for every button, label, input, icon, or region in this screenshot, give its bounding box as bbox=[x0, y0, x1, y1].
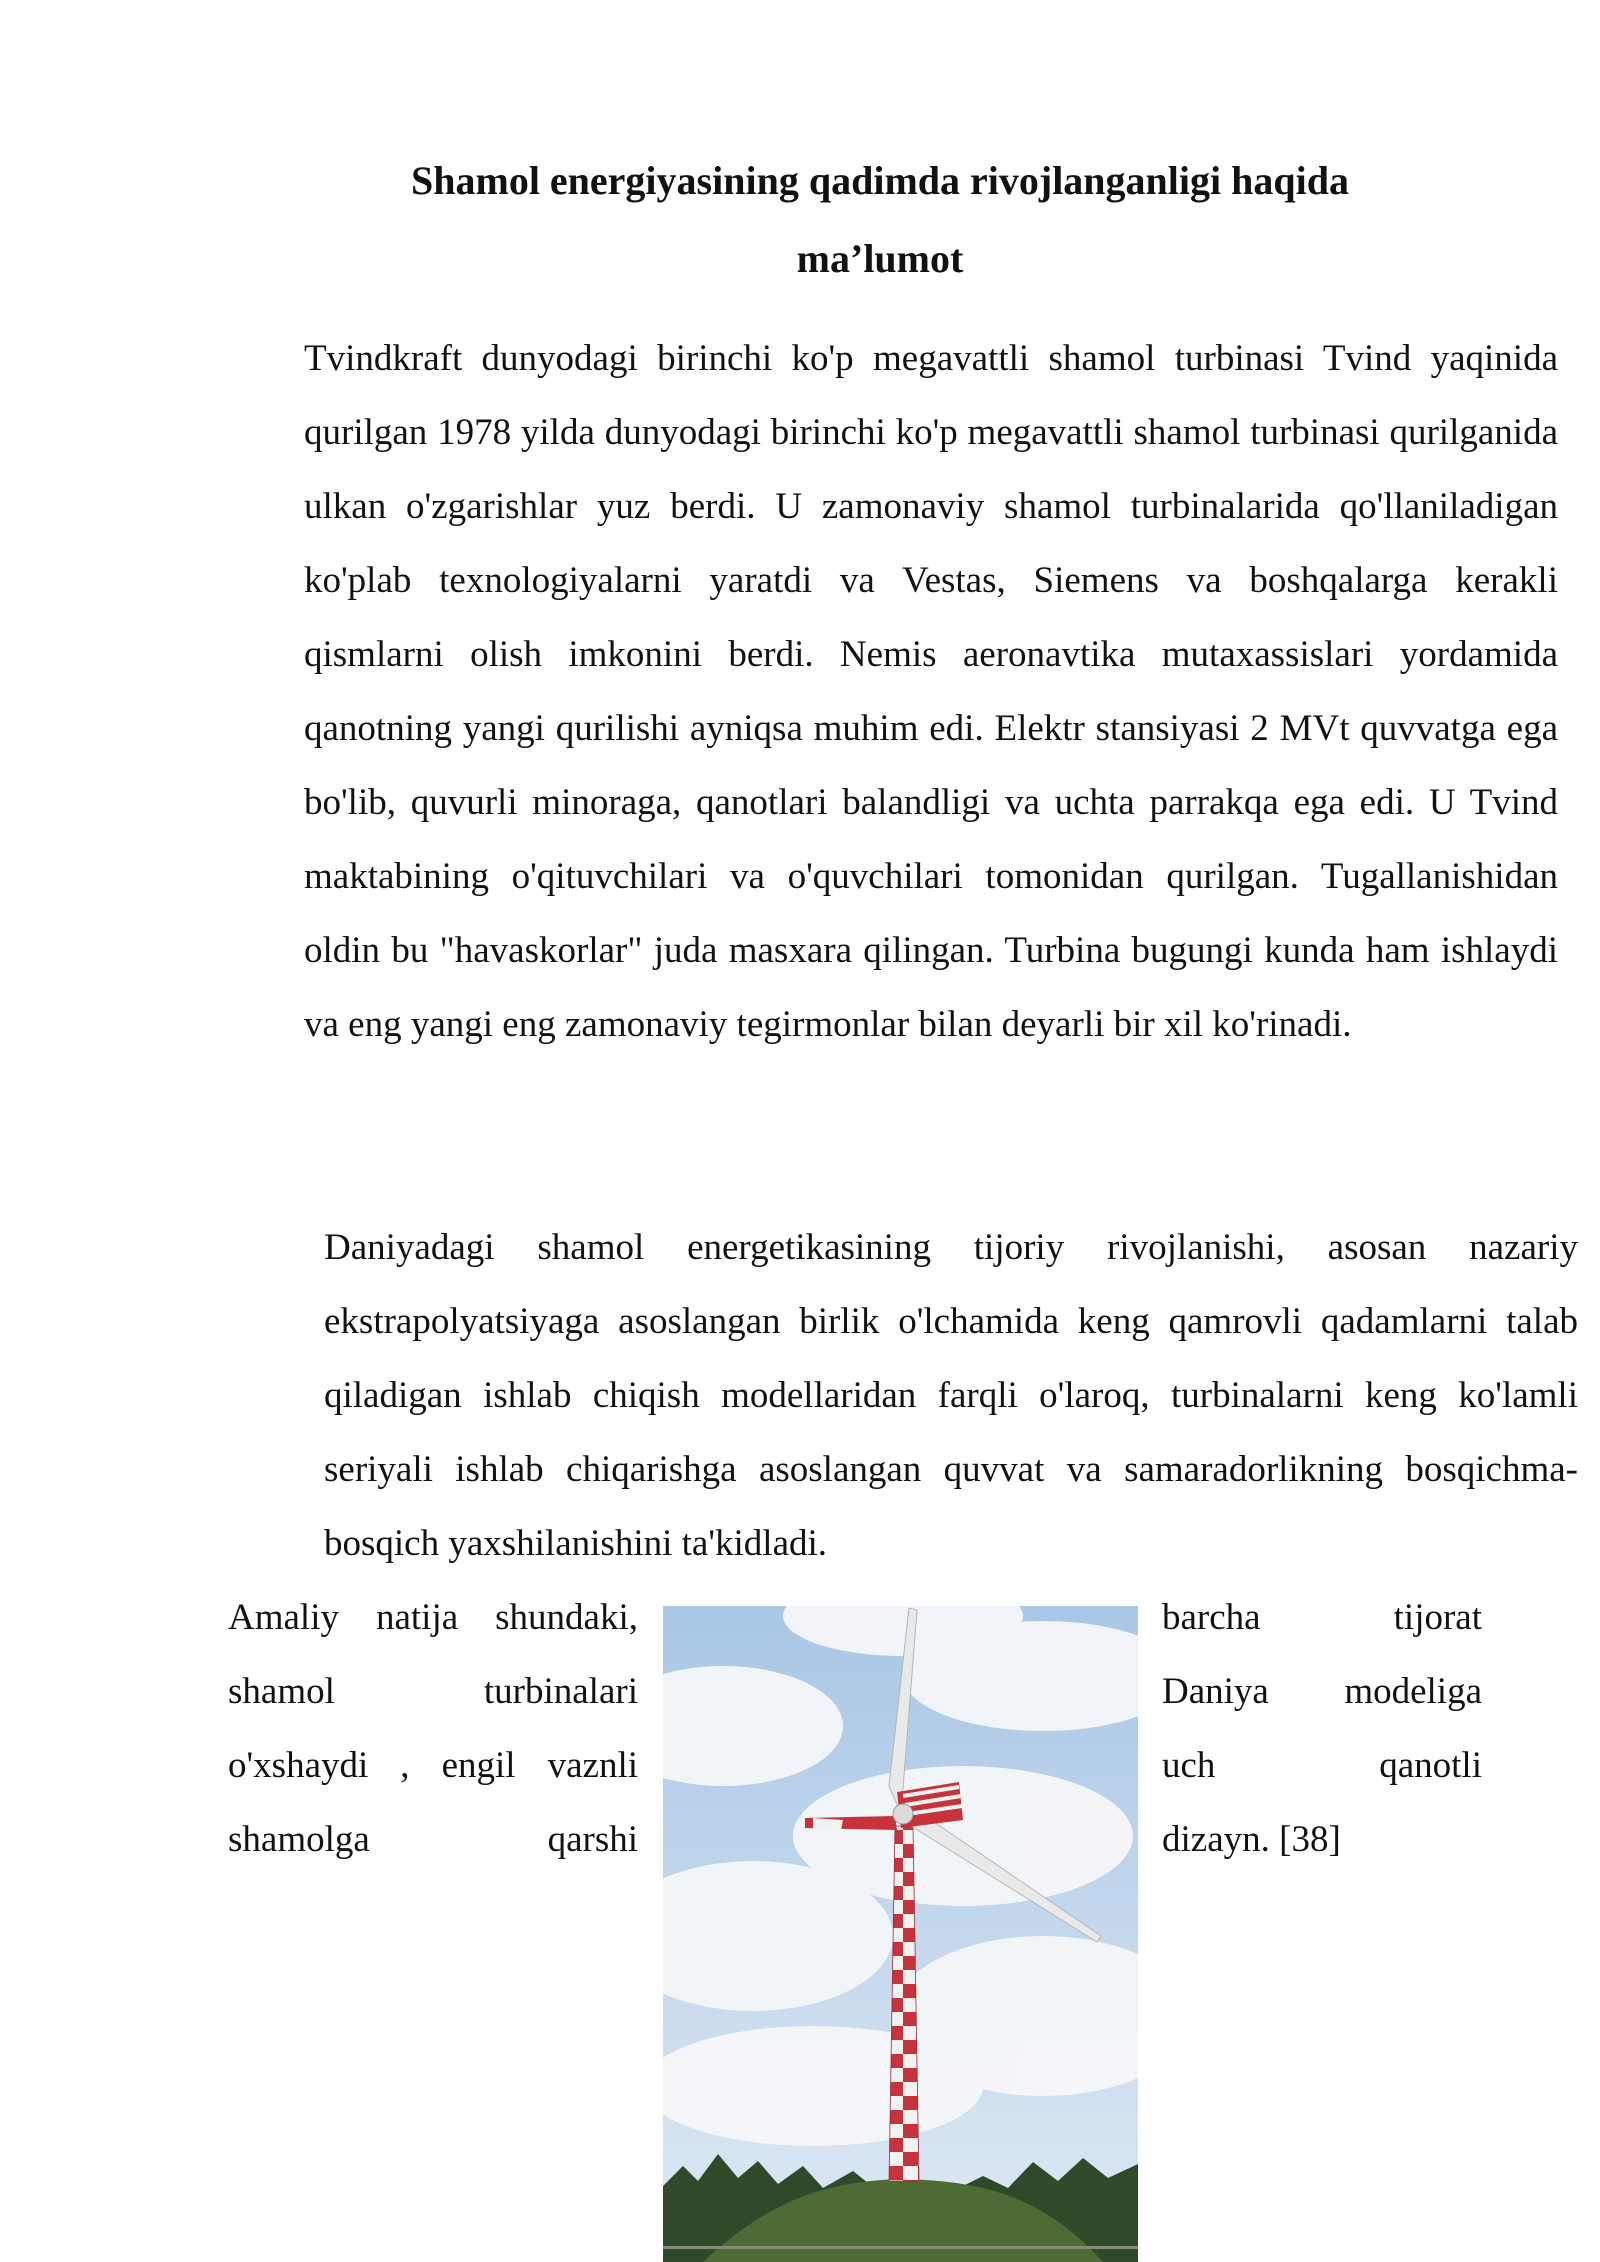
right-column-line: dizayn. [38] bbox=[1162, 1819, 1341, 1860]
title-line-2: ma’lumot bbox=[796, 236, 964, 281]
left-column-line: shamolga qarshi bbox=[228, 1819, 638, 1860]
wind-turbine-illustration bbox=[663, 1606, 1138, 2262]
wind-turbine-photo bbox=[663, 1606, 1138, 2262]
fence bbox=[663, 2246, 1138, 2249]
left-column-line: Amaliy natija shundaki, bbox=[228, 1597, 638, 1638]
right-text-column bbox=[1162, 1581, 1482, 1877]
left-column-line: shamol turbinalari bbox=[228, 1671, 638, 1712]
right-column-line: Daniya modeliga bbox=[1162, 1671, 1482, 1712]
title-line-1: Shamol energiyasining qadimda rivojlanganligi haqida bbox=[411, 158, 1349, 203]
paragraph-2: Daniyadagi shamol energetikasining tijoriy rivojlanishi, asosan nazariy ekstrapolyatsiyaga asoslangan birlik o'lchamida keng qamrovli qadamlarni talab qiladigan ishlab chiqish modellaridan farqli o'laroq, turbinalarni keng ko'lamli seriyali ishlab chiqarishga asoslangan quvvat va samaradorlikning bosqichma-bosqich yaxshilanishini ta'kidladi. bbox=[324, 1227, 1578, 1564]
document-title bbox=[300, 142, 1460, 298]
paragraph-1: Tvindkraft dunyodagi birinchi ko'p megavattli shamol turbinasi Tvind yaqinida qurilgan 1978 yilda dunyodagi birinchi ko'p megavattli shamol turbinasi qurilganida ulkan o'zgarishlar yuz berdi. U zamonaviy shamol turbinalarida qo'llaniladigan ko'plab texnologiyalarni yaratdi va Vestas, Siemens va boshqalarga kerakli qismlarni olish imkonini berdi. Nemis aeronavtika mutaxassislari yordamida qanotning yangi qurilishi ayniqsa muhim edi. Elektr stansiyasi 2 MVt quvvatga ega bo'lib, quvurli minoraga, qanotlari balandligi va uchta parrakqa ega edi. U Tvind maktabining o'qituvchilari va o'quvchilari tomonidan qurilgan. Tugallanishidan oldin bu "havaskorlar" juda masxara qilingan. Turbina bugungi kunda ham ishlaydi va eng yangi eng zamonaviy tegirmonlar bilan deyarli bir xil ko'rinadi. bbox=[304, 338, 1558, 1045]
left-text-column bbox=[228, 1581, 638, 1877]
right-column-line: barcha tijorat bbox=[1162, 1597, 1482, 1638]
left-column-line: o'xshaydi , engil vaznli bbox=[228, 1745, 638, 1786]
right-column-line: uch qanotli bbox=[1162, 1745, 1482, 1786]
